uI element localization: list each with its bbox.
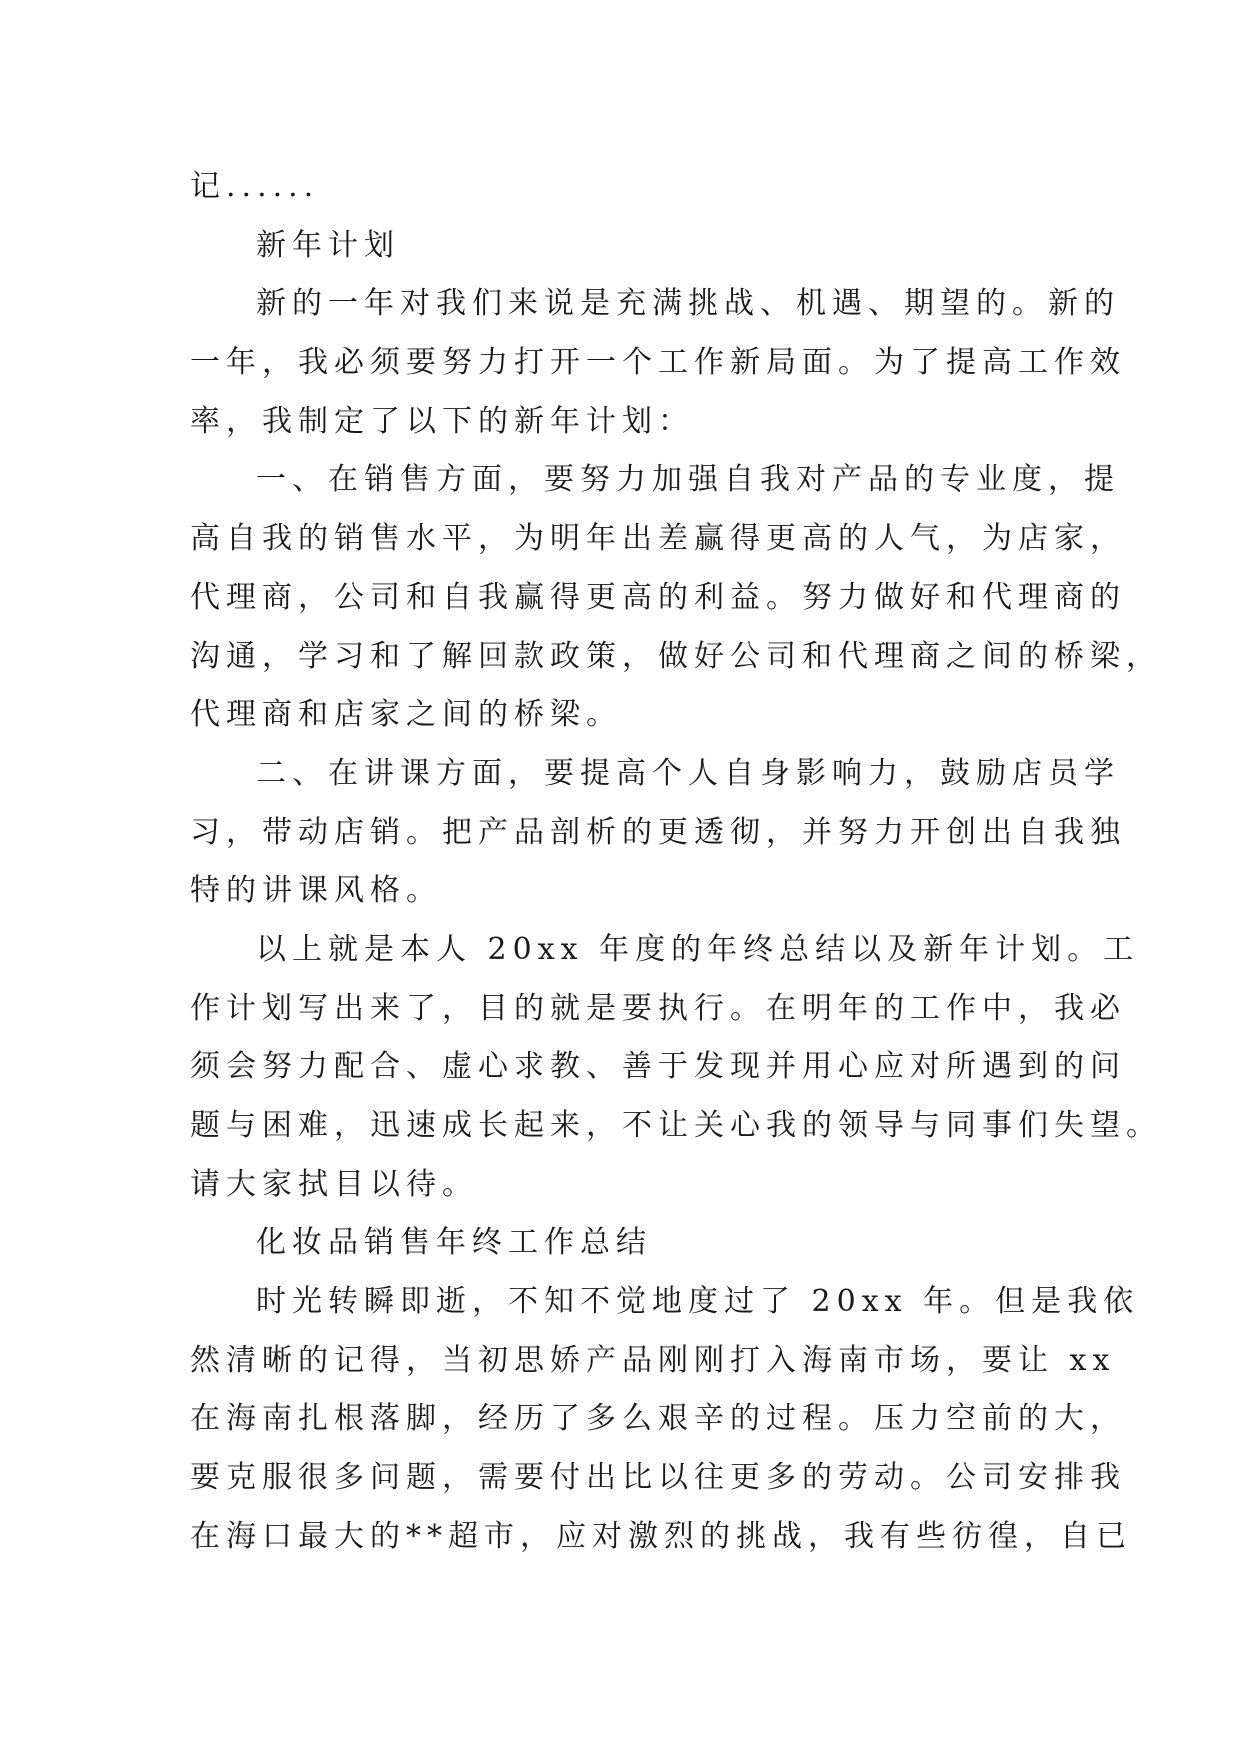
paragraph [190, 275, 1126, 451]
text-line: 特的讲课风格。 [190, 873, 442, 909]
text-line: 以上就是本人 20xx 年度的年终总结以及新年计划。工 [256, 931, 1140, 967]
paragraph [190, 1214, 1050, 1273]
text-line: 二、在讲课方面，要提高个人自身影响力，鼓励店员学 [256, 755, 1120, 791]
text-line: 请大家拭目以待。 [190, 1166, 478, 1202]
text-line: 新的一年对我们来说是充满挑战、机遇、期望的。新的 [256, 286, 1120, 322]
text-line: 记...... [190, 169, 320, 204]
text-line: 一、在销售方面，要努力加强自我对产品的专业度，提 [256, 462, 1120, 498]
text-line: 时光转瞬即逝，不知不觉地度过了 20xx 年。但是我依 [256, 1284, 1140, 1320]
text-line: 一年，我必须要努力打开一个工作新局面。为了提高工作效 [190, 345, 1126, 381]
text-line: 代理商和店家之间的桥梁。 [190, 697, 622, 733]
text-line: 题与困难，迅速成长起来，不让关心我的领导与同事们失望。 [190, 1108, 1162, 1143]
document-body [190, 158, 1162, 1567]
text-line: 在海口最大的**超市，应对激烈的挑战，我有些彷徨，自已 [190, 1518, 1132, 1554]
text-line: 在海南扎根落脚，经历了多么艰辛的过程。压力空前的大， [190, 1401, 1126, 1437]
paragraph [190, 451, 1162, 744]
text-line: 率，我制定了以下的新年计划： [190, 403, 694, 439]
text-line: 沟通，学习和了解回款政策，做好公司和代理商之间的桥梁， [190, 638, 1162, 674]
text-line: 代理商，公司和自我赢得更高的利益。努力做好和代理商的 [190, 579, 1126, 615]
text-line: 然清晰的记得，当初思娇产品刚刚打入海南市场，要让 xx [190, 1342, 1116, 1378]
text-line: 新年计划 [256, 227, 400, 263]
paragraph [190, 158, 1050, 217]
paragraph [190, 217, 1050, 276]
paragraph [190, 1273, 1140, 1566]
text-line: 要克服很多问题，需要付出比以往更多的劳动。公司安排我 [190, 1460, 1126, 1496]
text-line: 化妆品销售年终工作总结 [256, 1225, 652, 1261]
text-line: 习，带动店销。把产品剖析的更透彻，并努力开创出自我独 [190, 814, 1126, 850]
paragraph [190, 921, 1162, 1214]
paragraph [190, 745, 1126, 921]
text-line: 高自我的销售水平，为明年出差赢得更高的人气，为店家， [190, 521, 1126, 557]
text-line: 须会努力配合、虚心求教、善于发现并用心应对所遇到的问 [190, 1049, 1126, 1085]
text-line: 作计划写出来了，目的就是要执行。在明年的工作中，我必 [190, 990, 1126, 1026]
